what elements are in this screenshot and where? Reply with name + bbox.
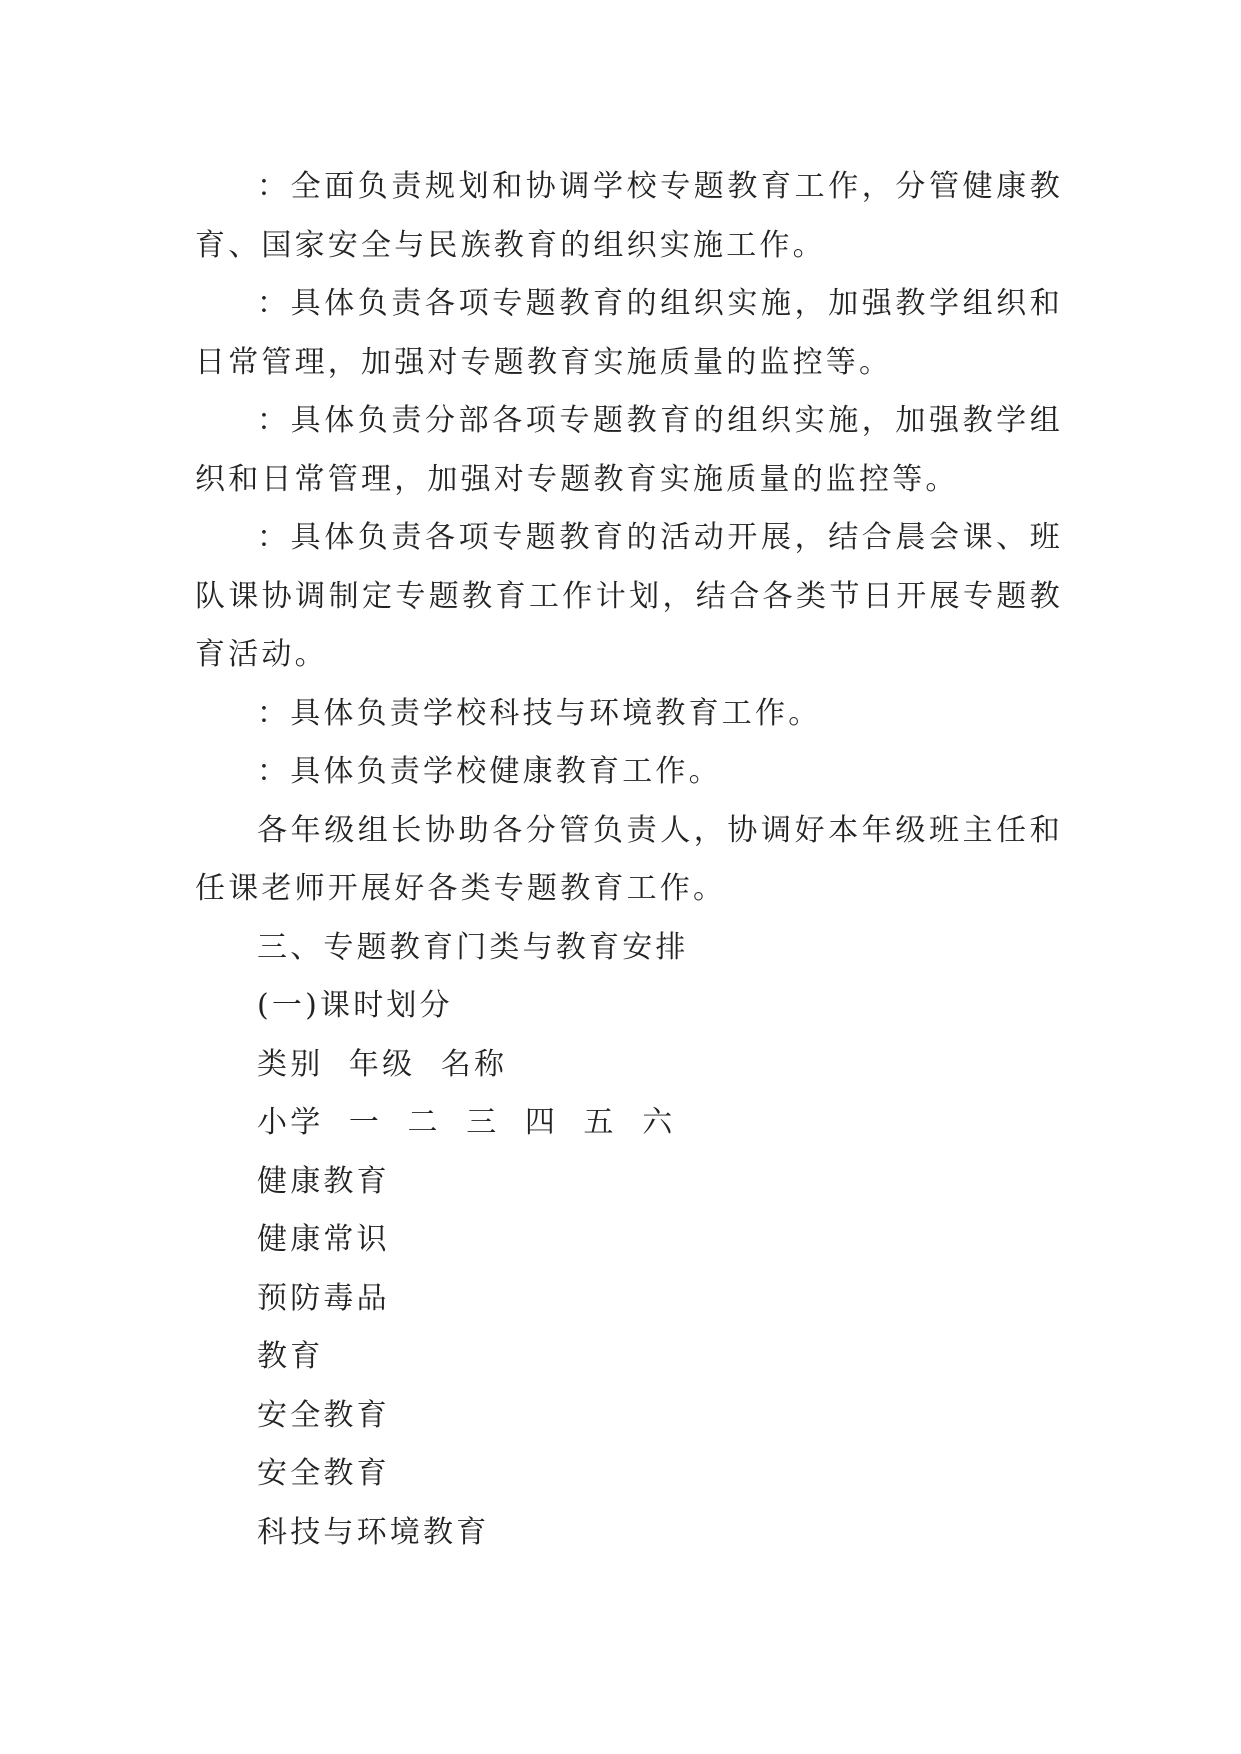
grade-row: 小学 一 二 三 四 五 六 — [257, 1105, 676, 1140]
paragraph: ：全面负责规划和协调学校专题教育工作，分管健康教育、国家安全与民族教育的组织实施工作。 — [195, 169, 1063, 263]
paragraph: ：具体负责学校健康教育工作。 — [257, 754, 722, 789]
paragraph: ：具体负责各项专题教育的活动开展，结合晨会课、班队课协调制定专题教育工作计划，结合各类节日开展专题教育活动。 — [195, 520, 1063, 672]
paragraph: ：具体负责分部各项专题教育的组织实施，加强教学组织和日常管理，加强对专题教育实施质量的监控等。 — [195, 403, 1063, 497]
list-item: 健康教育 — [257, 1163, 390, 1199]
document-body — [195, 158, 1063, 1562]
paragraph: ：具体负责各项专题教育的组织实施，加强教学组织和日常管理，加强对专题教育实施质量的监控等。 — [195, 286, 1063, 380]
list-item: 科技与环境教育 — [257, 1514, 490, 1550]
paragraph: ：具体负责学校科技与环境教育工作。 — [257, 695, 822, 731]
list-item: 安全教育 — [257, 1397, 390, 1433]
paragraph: 各年级组长协助各分管负责人，协调好本年级班主任和任课老师开展好各类专题教育工作。 — [195, 812, 1063, 906]
subsection-heading: (一)课时划分 — [257, 988, 453, 1023]
list-item: 预防毒品 — [257, 1280, 390, 1316]
list-item: 教育 — [257, 1339, 324, 1374]
list-item: 健康常识 — [257, 1222, 390, 1257]
table-header-row: 类别 年级 名称 — [257, 1046, 508, 1082]
list-item: 安全教育 — [257, 1456, 390, 1491]
section-heading: 三、专题教育门类与教育安排 — [257, 929, 689, 965]
